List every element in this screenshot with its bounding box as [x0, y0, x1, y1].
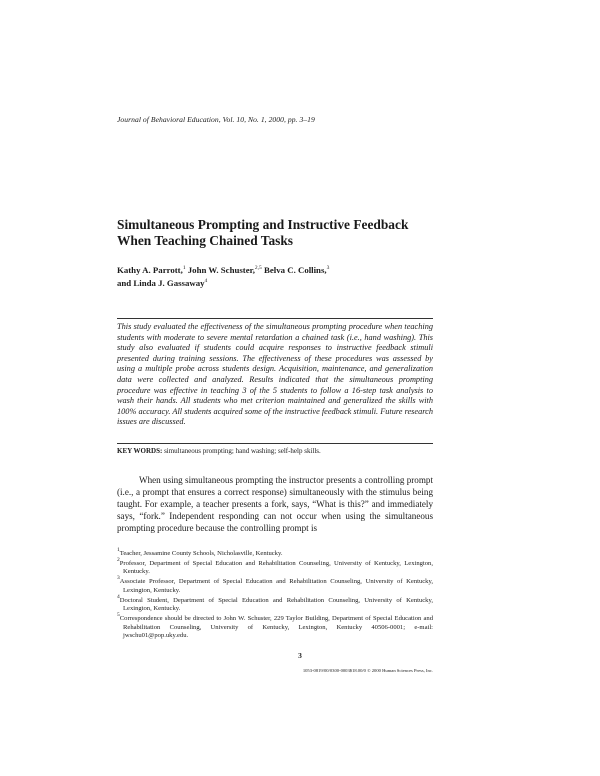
footnote [117, 611, 433, 641]
author-affiliation-mark: 1 [182, 265, 186, 271]
footnote-text: Doctoral Student, Department of Special Education and Rehabilitation Counseling, University of Kentucky, Lexington, Kentucky. [119, 596, 433, 613]
footnote [117, 547, 433, 559]
footnote-mark: 3 [117, 575, 120, 582]
footnote-text: Teacher, Jessamine County Schools, Nicholasville, Kentucky. [119, 550, 283, 557]
footnote [117, 593, 433, 614]
footnote [117, 575, 433, 595]
author-affiliation-mark: 3 [326, 265, 330, 271]
footnote-mark: 4 [117, 593, 120, 600]
author-affiliation-mark: 4 [204, 278, 208, 284]
footnote [117, 556, 433, 577]
keywords-label: KEY WORDS: [117, 447, 163, 455]
journal-citation: Journal of Behavioral Education, Vol. 10, No. 1, 2000, pp. 3–19 [117, 115, 315, 124]
paper-title [117, 217, 477, 249]
footnote-text: Correspondence should be directed to John W. Schuster, 229 Taylor Building, Department of Special Education and Rehabilitation Counseling, University of Kentucky, Lexington, Kentucky 40506-0001; e-mail: jwschu01@pop.uky.edu. [119, 614, 433, 640]
keywords-text: simultaneous prompting; hand washing; self-help skills. [164, 447, 321, 455]
author-name: John W. Schuster, [187, 265, 255, 275]
author-affiliation-mark: 2,5 [254, 265, 262, 271]
abstract-top-rule [117, 318, 433, 319]
page-number: 3 [298, 651, 302, 660]
author-name: and Linda J. Gassaway [117, 278, 205, 288]
copyright-line: 1053-0819/00/0300-0003$18.00/0 © 2000 Human Sciences Press, Inc. [302, 668, 433, 673]
footnote-mark: 5 [117, 611, 120, 618]
footnote-mark: 1 [117, 547, 120, 553]
title-line-1: Simultaneous Prompting and Instructive Feedback [117, 217, 409, 232]
keywords [117, 447, 433, 456]
title-line-2: When Teaching Chained Tasks [117, 233, 294, 248]
author-list [117, 264, 477, 290]
abstract: This study evaluated the effectiveness of the simultaneous prompting procedure when teaching students with moderate to severe mental retardation a chained task (i.e., hand washing). This study also evaluated if students could acquire responses to instructive feedback stimuli presented during training sessions. The effectiveness of these procedures was assessed by using a multiple probe across students design. Acquisition, maintenance, and generalization data were collected and analyzed. Results indicated that the simultaneous prompting procedure was effective in teaching 3 of the 5 students to follow a 16-step task analysis to wash their hands. All students who met criterion maintained and generalized the skills with 100% accuracy. All students acquired some of the instructive feedback stimuli. Future research issues are discussed. [117, 322, 433, 427]
footnote-mark: 2 [117, 556, 120, 563]
abstract-bottom-rule [117, 443, 433, 444]
body-paragraph: When using simultaneous prompting the instructor presents a controlling prompt (i.e., a prompt that ensures a correct response) simultaneously with the stimulus being taught. For example, a teacher presents a fork, says, “What is this?” and immediately says, “fork.” Independent responding can not occur when using the simultaneous prompting procedure because the controlling prompt is [117, 475, 433, 534]
footnote-text: Professor, Department of Special Education and Rehabilitation Counseling, University of Kentucky, Lexington, Kentucky. [119, 559, 433, 576]
footnotes [117, 547, 433, 642]
footnote-text: Associate Professor, Department of Special Education and Rehabilitation Counseling, University of Kentucky, Lexington, Kentucky. [119, 578, 433, 594]
author-name: Kathy A. Parrott, [117, 265, 183, 275]
author-name: Belva C. Collins, [264, 265, 327, 275]
